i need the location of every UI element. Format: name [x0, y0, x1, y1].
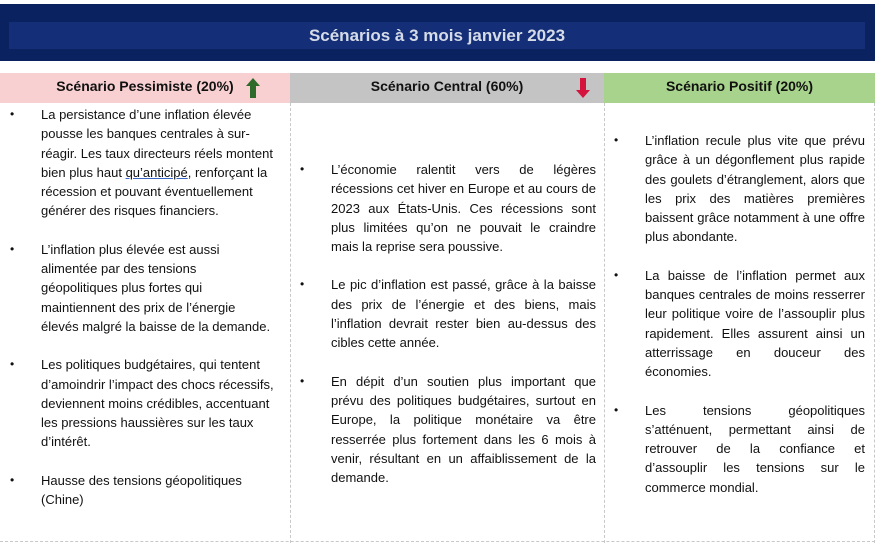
- bullet-text: Hausse des tensions géopolitiques (Chine): [41, 472, 242, 508]
- bullet-icon: •: [300, 373, 305, 388]
- header-central: [290, 73, 604, 103]
- column-pessimiste: [0, 103, 290, 543]
- arrow-up-icon: [246, 78, 260, 98]
- arrow-down-icon: [576, 78, 590, 98]
- bullet-icon: •: [10, 107, 15, 121]
- page-title: Scénarios à 3 mois janvier 2023: [9, 22, 865, 49]
- list-item: [10, 105, 276, 221]
- bullet-icon: •: [300, 277, 305, 292]
- list-item: [614, 131, 865, 247]
- list-item: [300, 160, 596, 256]
- header-pessimiste-label: Scénario Pessimiste (20%): [56, 78, 234, 94]
- bullet-text: La persistance d’une inflation élevée pousse les banques centrales à sur-réagir. Les taux directeurs réels montent bien plus haut qu’anticipé, renforçant la récession et pouvant éventuellement générer des risques financiers.: [41, 107, 273, 219]
- list-item: [10, 240, 276, 336]
- header-positif-label: Scénario Positif (20%): [665, 78, 814, 94]
- bullet-text: L’économie ralentit vers de légères récessions cet hiver en Europe et au cours de 2023 aux États-Unis. Ces récessions sont plus limitées qu’on ne pouvait le craindre mais la reprise sera poussive.: [331, 162, 596, 255]
- bullet-text: L’inflation plus élevée est aussi alimentée par des tensions géopolitiques plus fortes qui maintiennent des prix de l’énergie élevés malgré la baisse de la demande.: [41, 241, 271, 334]
- list-item: [10, 471, 276, 510]
- bullet-text: Le pic d’inflation est passé, grâce à la baisse des prix de l’énergie et des biens, mais l’inflation devrait rester bien au-dessus des cibles cette année.: [331, 277, 596, 351]
- bullet-text: En dépit d’un soutien plus important que prévu des politiques budgétaires, surtout en Europe, la politique monétaire va être resserrée plus fortement dans les 6 mois à venir, résultant en un affaiblissement de la demande.: [331, 373, 596, 486]
- column-positif: [604, 103, 875, 543]
- header-positif: [604, 73, 875, 103]
- bullet-icon: •: [10, 472, 15, 487]
- title-banner: [0, 4, 875, 61]
- bullet-icon: •: [10, 357, 15, 372]
- bullet-icon: •: [300, 162, 305, 176]
- header-central-label: Scénario Central (60%): [370, 78, 524, 94]
- header-pessimiste: [0, 73, 290, 103]
- list-item: [300, 372, 596, 488]
- bullet-icon: •: [614, 133, 619, 147]
- bullet-icon: •: [10, 241, 15, 256]
- list-item: [10, 355, 276, 451]
- bullet-icon: •: [614, 267, 619, 282]
- bullet-icon: •: [614, 402, 619, 417]
- underlined-word: qu’anticipé: [125, 164, 188, 180]
- scenario-headers: [0, 73, 875, 103]
- bullet-text: L’inflation recule plus vite que prévu grâce à un dégonflement plus rapide des goulets d’étranglement, alors que les prix des matières premières baissent grâce notamment à une offre plus abondante.: [645, 133, 865, 245]
- bullet-text: Les politiques budgétaires, qui tentent d’amoindrir l’impact des chocs récessifs, deviennent moins crédibles, accentuant les pressions haussières sur les taux d’intérêt.: [41, 357, 274, 450]
- list-item: [614, 401, 865, 497]
- column-central: [290, 103, 604, 543]
- bullet-text: La baisse de l’inflation permet aux banques centrales de moins resserrer leur politique voire de l’assouplir plus rapidement. Elles assurent ainsi un atterrissage en douceur des économies.: [645, 267, 865, 380]
- list-item: [300, 275, 596, 352]
- list-item: [614, 266, 865, 382]
- bullet-text: Les tensions géopolitiques s’atténuent, permettant ainsi de retrouver de la confiance et d’assouplir les tensions sur le commerce mondial.: [645, 402, 865, 495]
